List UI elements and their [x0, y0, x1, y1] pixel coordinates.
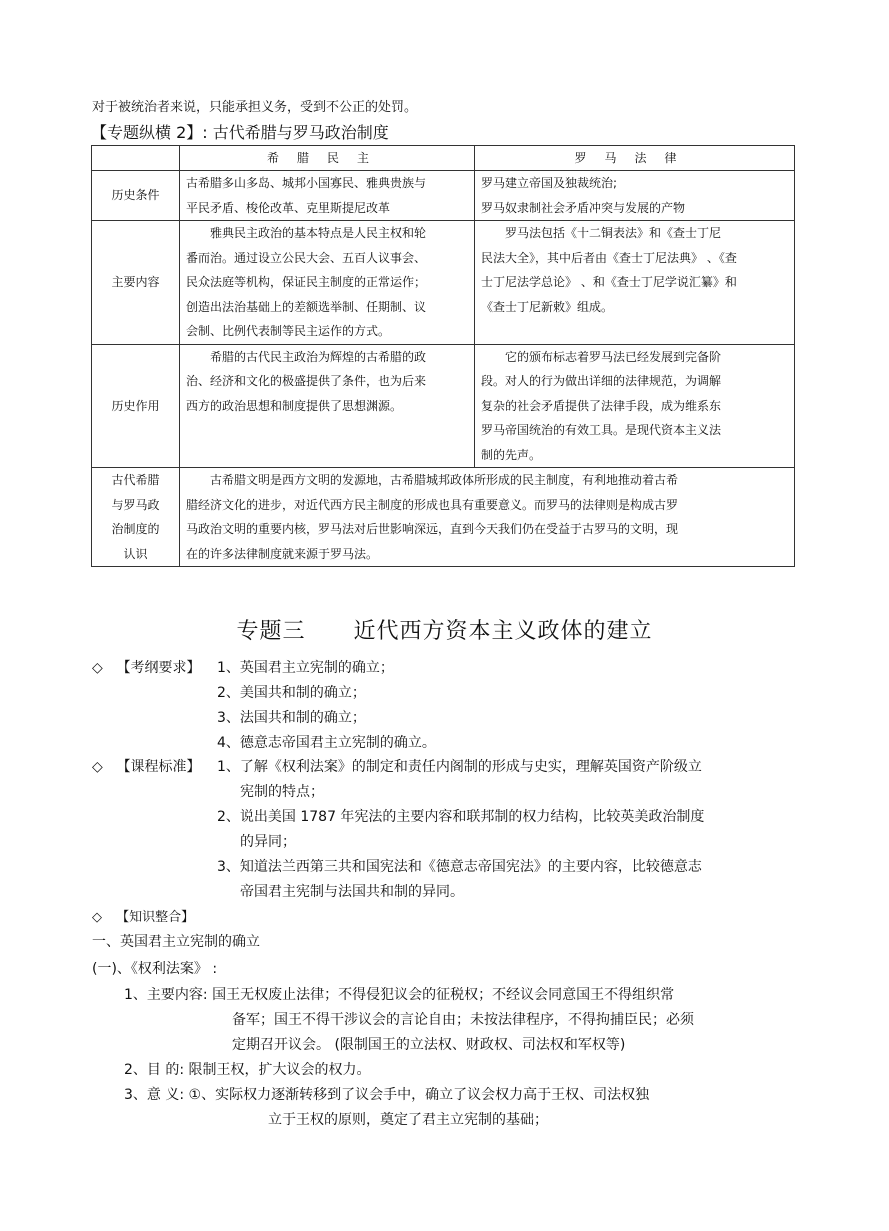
summary-label [92, 468, 180, 567]
cell-line: 民法大全》，其中后者由《查士丁尼法典》 、《查 [481, 250, 737, 265]
content-line: 1、主要内容: 国王无权废止法律；不得侵犯议会的征税权；不经议会同意国王不得组织常 [124, 987, 675, 1003]
diamond-icon: ◇ [92, 759, 103, 775]
row-label: 历史作用 [92, 344, 180, 468]
outline-marker [92, 657, 200, 677]
chapter-title: 专题三 近代西方资本主义政体的建立 [236, 619, 653, 644]
summary-text [180, 468, 795, 567]
cell-line: 它的颁布标志着罗马法已经发展到完备阶 [505, 349, 722, 364]
rome-cell [475, 344, 795, 468]
summary-line: 腊经济文化的进步，对近代西方民主制度的形成也具有重要意义。而罗马的法律则是构成古罗 [186, 497, 679, 512]
cell-line: 复杂的社会矛盾提供了法律手段，成为维系东 [481, 398, 722, 413]
section-title: 【专题纵横 2】: 古代希腊与罗马政治制度 [91, 123, 389, 142]
summary-label-line: 认识 [123, 546, 148, 561]
cell-line: 罗马奴隶制社会矛盾冲突与发展的产物 [481, 200, 686, 215]
meaning-line: 立于王权的原则，奠定了君主立宪制的基础； [268, 1112, 548, 1128]
standard-line: 3、知道法兰西第三共和国宪法和《德意志帝国宪法》的主要内容，比较德意志 [217, 859, 702, 875]
cell-line: 段。对人的行为做出详细的法律规范，为调解 [481, 374, 722, 388]
standard-line: 的异同； [240, 834, 296, 850]
cell-line: 平民矛盾、梭伦改革、克里斯提尼改革 [186, 200, 391, 215]
summary-row [92, 468, 795, 567]
knowledge-label: 【知识整合】 [116, 910, 195, 925]
cell-line: 西方的政治思想和制度提供了思想渊源。 [186, 398, 403, 413]
cell-line: 雅典民主政治的基本特点是人民主权和轮 [210, 226, 427, 240]
purpose-line: 2、目 的: 限制王权，扩大议会的权力。 [124, 1062, 371, 1078]
cell-line: 创造出法治基础上的差额选举制、任期制、议 [186, 299, 427, 314]
standard-line: 宪制的特点； [240, 784, 324, 800]
cell-line: 会制、比例代表制等民主运作的方式。 [186, 324, 391, 338]
standards-label: 【课程标准】 [116, 759, 201, 775]
cell-line: 罗马帝国统治的有效工具。是现代资本主义法 [481, 423, 722, 437]
summary-line: 古希腊文明是西方文明的发源地，古希腊城邦政体所形成的民主制度，有利地推动着古希 [210, 473, 679, 487]
cell-line: 希腊的古代民主政治为辉煌的古希腊的政 [210, 349, 427, 364]
diamond-icon: ◇ [92, 660, 103, 676]
summary-line: 在的许多法律制度就来源于罗马法。 [186, 546, 379, 561]
summary-label-line: 古代希腊 [111, 473, 160, 487]
comparison-table [91, 145, 795, 567]
knowledge-subheading: (一)、《权利法案》 : [92, 961, 218, 977]
cell-line: 治、经济和文化的极盛提供了条件，也为后来 [186, 374, 427, 388]
rome-cell [475, 171, 795, 221]
outline-item: 3、法国共和制的确立； [217, 710, 366, 726]
content-line: 定期召开议会。 (限制国王的立法权、财政权、司法权和军权等) [232, 1037, 626, 1053]
knowledge-marker [92, 906, 194, 925]
outline-item: 2、美国共和制的确立； [217, 685, 366, 701]
outline-item: 4、德意志帝国君主立宪制的确立。 [217, 735, 436, 751]
knowledge-heading: 一、英国君主立宪制的确立 [92, 934, 260, 950]
cell-line: 番而治。通过设立公民大会、五百人议事会、 [186, 250, 427, 265]
table-row [92, 171, 795, 221]
table-header-row [92, 146, 795, 171]
col-header-rome: 罗马法律 [475, 146, 795, 171]
rome-cell [475, 221, 795, 345]
diamond-icon: ◇ [92, 910, 102, 925]
summary-line: 马政治文明的重要内核，罗马法对后世影响深远，直到今天我们仍在受益于古罗马的文明，现 [186, 522, 679, 536]
cell-line: 罗马法包括《十二铜表法》和《查士丁尼 [505, 226, 722, 240]
outline-item: 1、英国君主立宪制的确立； [217, 660, 394, 676]
cell-line: 民众法庭等机构，保证民主制度的正常运作； [186, 275, 427, 289]
standards-marker [92, 756, 200, 776]
greece-cell [180, 344, 475, 468]
cell-line: 古希腊多山多岛、城邦小国寡民、雅典贵族与 [186, 176, 427, 190]
cell-line: 罗马建立帝国及独裁统治; [481, 176, 618, 190]
cell-line: 《查士丁尼新敕》组成。 [481, 299, 614, 314]
row-label: 主要内容 [92, 221, 180, 345]
content-line: 备军；国王不得干涉议会的言论自由；未按法律程序，不得拘捕臣民；必须 [232, 1012, 694, 1028]
greece-cell [180, 171, 475, 221]
outline-label: 【考纲要求】 [116, 660, 201, 676]
standard-line: 1、了解《权利法案》的制定和责任内阁制的形成与史实，理解英国资产阶级立 [217, 759, 702, 775]
cell-line: 士丁尼法学总论》 、和《查士丁尼学说汇纂》和 [481, 275, 737, 289]
greece-cell [180, 221, 475, 345]
corner-cell [92, 146, 180, 171]
table-row [92, 344, 795, 468]
cell-line: 制的先声。 [481, 447, 542, 462]
standard-line: 2、说出美国 1787 年宪法的主要内容和联邦制的权力结构，比较英美政治制度 [217, 809, 705, 825]
row-label: 历史条件 [92, 171, 180, 221]
col-header-greece: 希腊民主 [180, 146, 475, 171]
intro-line: 对于被统治者来说，只能承担义务，受到不公正的处罚。 [92, 100, 418, 115]
summary-label-line: 治制度的 [111, 522, 160, 536]
meaning-line: 3、意 义: ①、实际权力逐渐转移到了议会手中，确立了议会权力高于王权、司法权独 [124, 1087, 650, 1103]
table-row [92, 221, 795, 345]
summary-label-line: 与罗马政 [111, 497, 160, 512]
standard-line: 帝国君主宪制与法国共和制的异同。 [240, 884, 464, 900]
